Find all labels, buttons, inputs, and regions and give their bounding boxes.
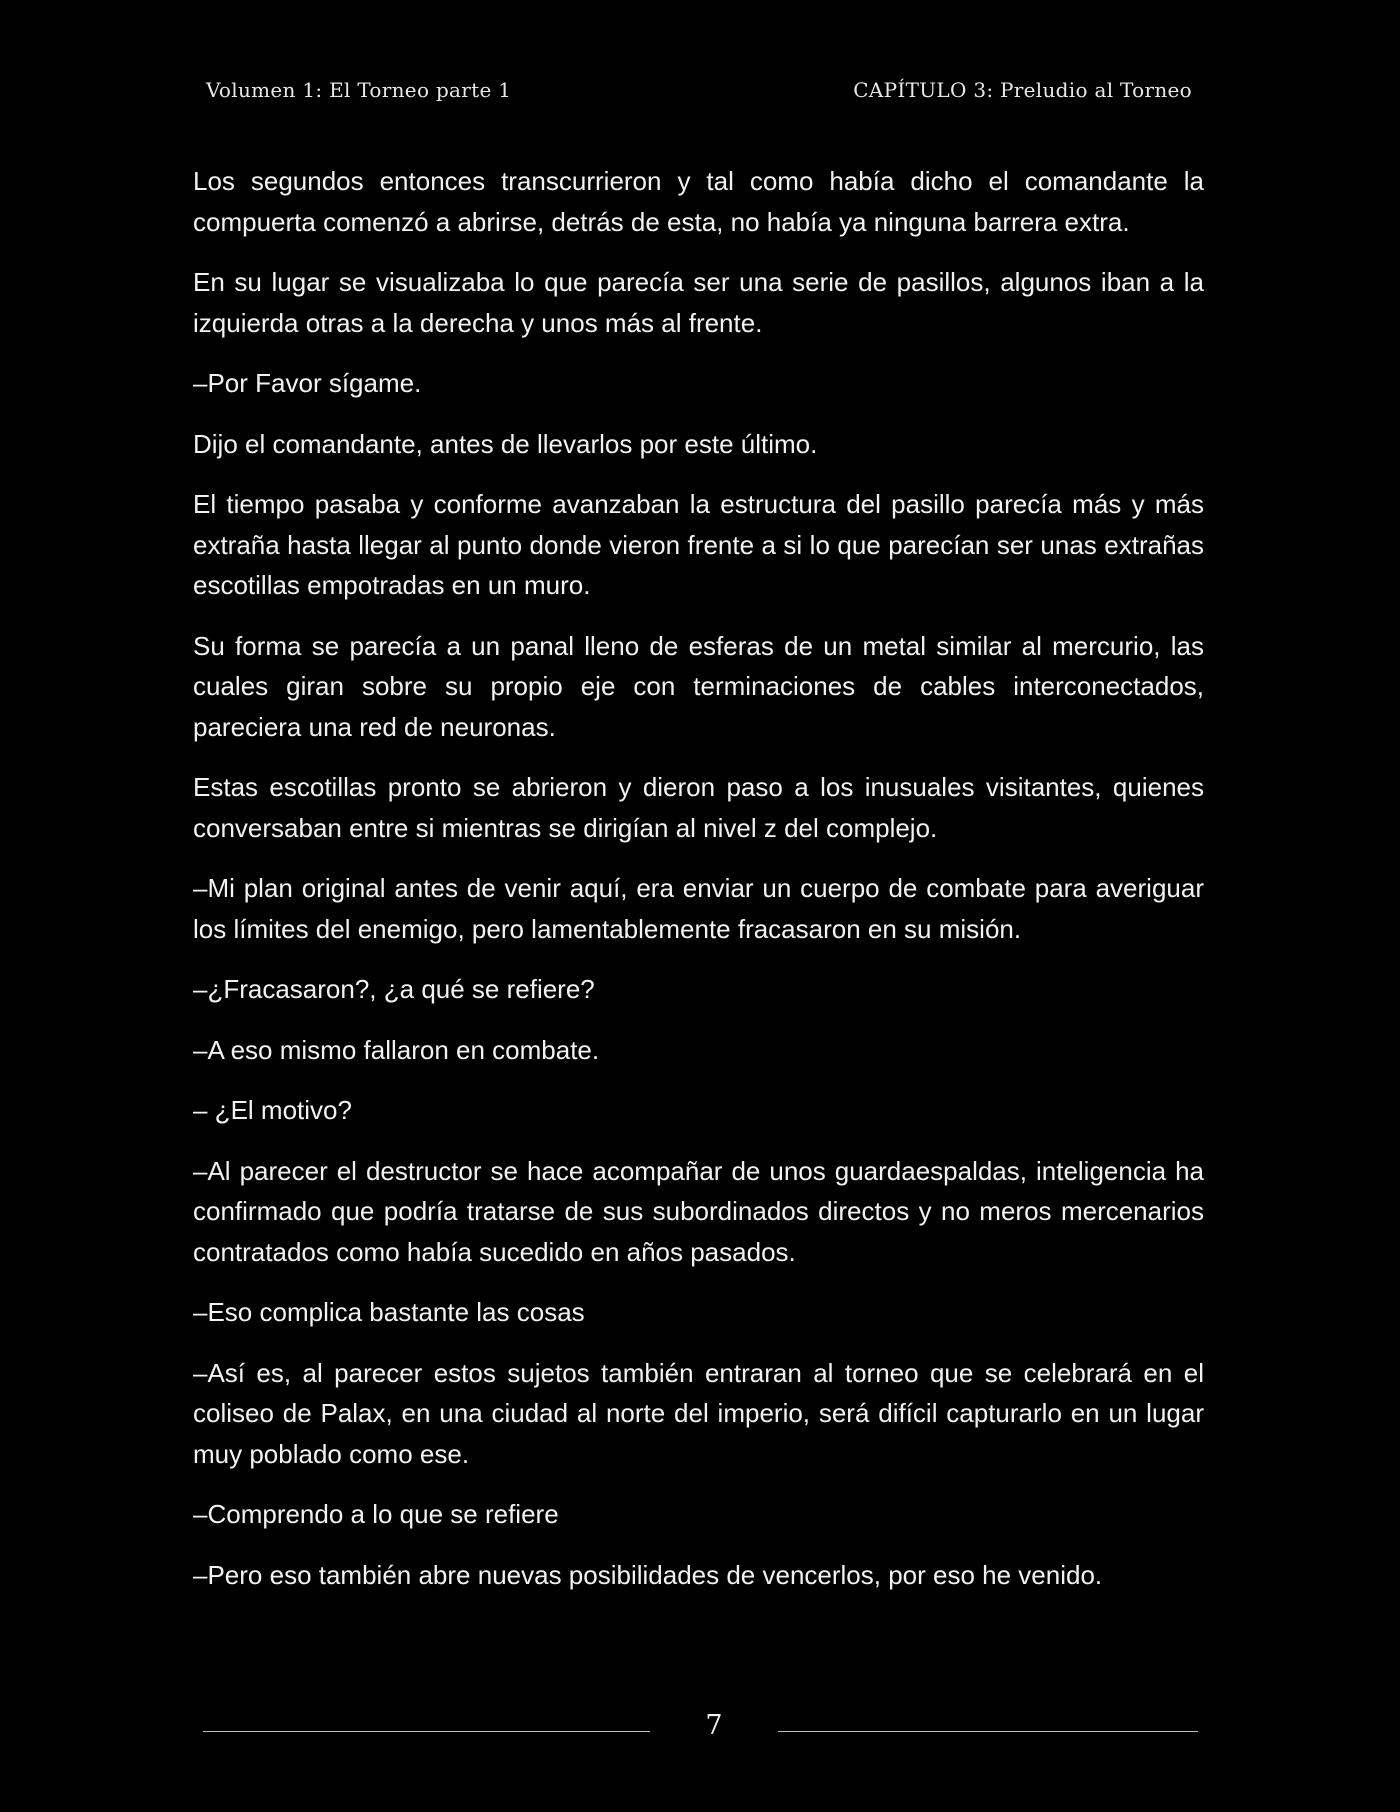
running-header — [206, 78, 1192, 110]
paragraph: –Al parecer el destructor se hace acompañar de unos guardaespaldas, inteligencia ha confirmado que podría tratarse de sus subordinados directos y no meros mercenarios contratados como había sucedido en años pasados. — [193, 1155, 1204, 1267]
paragraph: –Por Favor sígame. — [193, 368, 422, 398]
chapter-title: CAPÍTULO 3: Preludio al Torneo — [853, 78, 1192, 102]
footer-rule-right — [778, 1731, 1198, 1732]
paragraph: –A eso mismo fallaron en combate. — [193, 1034, 600, 1065]
paragraph: Dijo el comandante, antes de llevarlos por este último. — [193, 428, 818, 459]
page-number: 7 — [705, 1710, 723, 1741]
paragraph: –Eso complica bastante las cosas — [193, 1297, 585, 1327]
paragraph: –Comprendo a lo que se refiere — [193, 1499, 559, 1529]
paragraph: –Así es, al parecer estos sujetos también entraran al torneo que se celebrará en el coliseo de Palax, en una ciudad al norte del imperio, será difícil capturarlo en un lugar muy poblado como ese. — [193, 1357, 1204, 1469]
paragraph: –Mi plan original antes de venir aquí, era enviar un cuerpo de combate para averiguar los límites del enemigo, pero lamentablemente fracasaron en su misión. — [193, 873, 1204, 944]
paragraph: –¿Fracasaron?, ¿a qué se refiere? — [193, 974, 595, 1004]
chapter-body — [193, 161, 1204, 1615]
page-footer — [203, 1710, 1198, 1754]
volume-title: Volumen 1: El Torneo parte 1 — [206, 78, 512, 102]
paragraph: Su forma se parecía a un panal lleno de esferas de un metal similar al mercurio, las cuales giran sobre su propio eje con terminaciones de cables interconectados, pareciera una red de neuronas. — [193, 630, 1204, 742]
paragraph: En su lugar se visualizaba lo que parecía ser una serie de pasillos, algunos iban a la izquierda otras a la derecha y unos más al frente. — [193, 267, 1204, 338]
paragraph: Los segundos entonces transcurrieron y tal como había dicho el comandante la compuerta comenzó a abrirse, detrás de esta, no había ya ninguna barrera extra. — [193, 166, 1204, 237]
paragraph: El tiempo pasaba y conforme avanzaban la estructura del pasillo parecía más y más extraña hasta llegar al punto donde vieron frente a si lo que parecían ser unas extrañas escotillas empotradas en un muro. — [193, 489, 1204, 600]
paragraph: – ¿El motivo? — [193, 1095, 352, 1125]
paragraph: –Pero eso también abre nuevas posibilidades de vencerlos, por eso he venido. — [193, 1559, 1103, 1590]
paragraph: Estas escotillas pronto se abrieron y dieron paso a los inusuales visitantes, quienes conversaban entre si mientras se dirigían al nivel z del complejo. — [193, 772, 1204, 843]
footer-rule-left — [203, 1731, 650, 1732]
